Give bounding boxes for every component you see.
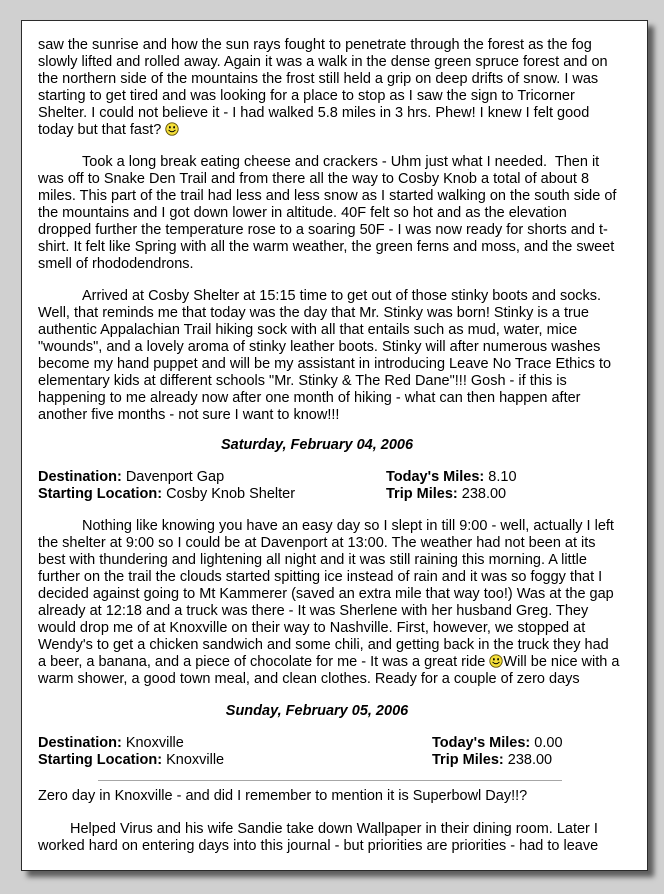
text-line: dropped further the temperature rose to a soaring 50F - I was now ready for shorts and t-: [38, 222, 608, 238]
text-line: the northern side of the mountains the frost still held a grip on deep drifts of snow. I was: [38, 71, 599, 87]
trip-miles-label: Trip Miles:: [432, 752, 504, 768]
todays-miles: [432, 735, 563, 752]
destination-label: Destination:: [38, 735, 122, 751]
todays-miles-label: Today's Miles:: [432, 735, 531, 751]
text-line: best with thundering and lightening all night and it was still raining this morning. A little: [38, 552, 587, 568]
journal-paragraph: [38, 288, 638, 424]
text-line: Took a long break eating cheese and crackers - Uhm just what I needed. Then it: [82, 154, 600, 170]
journal-page: [21, 20, 648, 871]
text-line: the shelter at 9:00 so I could be at Davenport at 13:00. The weather had not been at its: [38, 535, 596, 551]
text-line: Nothing like knowing you have an easy day so I slept in till 9:00 - well, actually I left: [82, 518, 614, 534]
details-row: [38, 486, 638, 503]
starting-location: [38, 752, 224, 768]
smiley-icon: [489, 654, 503, 668]
text-line: Helped Virus and his wife Sandie take down Wallpaper in their dining room. Later I: [70, 821, 598, 837]
destination: [38, 469, 224, 485]
details-row: [38, 752, 638, 769]
details-row: [38, 469, 638, 486]
text-line: another five months - not sure I want to know!!!: [38, 407, 340, 423]
text-line: warm shower, a good town meal, and clean clothes. Ready for a couple of zero days: [38, 671, 580, 687]
todays-miles-value: 8.10: [488, 469, 517, 485]
section-divider: [98, 780, 562, 781]
text-line: further on the trail the clouds started spitting ice instead of rain and it was so foggy that I: [38, 569, 603, 585]
text-line: shirt. It felt like Spring with all the warm weather, the green ferns and moss, and the sweet: [38, 239, 615, 255]
text-line: slowly lifted and rolled away. Again it was a walk in the dense green spruce forest and on: [38, 54, 608, 70]
text-line: "wounds", and a lovely aroma of stinky leather boots. Stinky will after numerous washes: [38, 339, 601, 355]
text-line: become my hand puppet and will be my assistant in introducing Leave No Trace Ethics to: [38, 356, 612, 372]
text-line: smell of rhododendrons.: [38, 256, 194, 272]
destination-value: Davenport Gap: [125, 469, 225, 485]
text-line: worked hard on entering days into this journal - but priorities are priorities - had to leave: [38, 838, 599, 854]
text-line: happening to me already now after one month of hiking - what can then happen after: [38, 390, 581, 406]
details-row: [38, 735, 638, 752]
text-segment: Will be nice with a: [503, 654, 620, 670]
todays-miles-value: 0.00: [534, 735, 563, 751]
trip-miles: [386, 486, 506, 503]
text-line: Well, that reminds me that today was the day that Mr. Stinky was born! Stinky is a true: [38, 305, 589, 321]
destination: [38, 735, 184, 751]
text-line: elementary kids at different schools "Mr. Stinky & The Red Dane"!!! Gosh - if this is: [38, 373, 567, 389]
text-line: Shelter. I could not believe it - I had walked 5.8 miles in 3 hrs. Phew! I knew I felt good: [38, 105, 590, 121]
page-content: [38, 37, 638, 855]
text-line: [38, 654, 638, 671]
journal-paragraph: [38, 154, 638, 273]
text-line: authentic Appalachian Trail hiking sock with all that entails such as mud, water, mice: [38, 322, 578, 338]
destination-value: Knoxville: [125, 735, 184, 751]
text-line: starting to get tired and was looking for a place to stop as I saw the sign to Tricorner: [38, 88, 575, 104]
text-line: would drop me of at Knoxville on their way to Nashville. First, however, we stopped at: [38, 620, 586, 636]
journal-paragraph: [38, 37, 638, 139]
starting-location: [38, 486, 295, 502]
journal-paragraph: [38, 821, 638, 855]
text-line: Arrived at Cosby Shelter at 15:15 time to get out of those stinky boots and socks.: [82, 288, 602, 304]
text-line: [38, 122, 638, 139]
text-line: Zero day in Knoxville - and did I remember to mention it is Superbowl Day!!?: [38, 788, 528, 804]
entry-date-heading: Sunday, February 05, 2006: [225, 703, 409, 719]
entry-details: [38, 735, 638, 769]
journal-paragraph: [38, 788, 638, 805]
trip-miles: [432, 752, 552, 769]
destination-label: Destination:: [38, 469, 122, 485]
trip-miles-value: 238.00: [461, 486, 507, 502]
starting-location-value: Cosby Knob Shelter: [166, 486, 296, 502]
text-line: already at 12:18 and a truck was there - It was Sherlene with her husband Greg. They: [38, 603, 589, 619]
text-line: miles. This part of the trail had less and less snow as I started walking on the south side of: [38, 188, 617, 204]
todays-miles-label: Today's Miles:: [386, 469, 485, 485]
text-segment: today but that fast?: [38, 122, 166, 138]
starting-location-label: Starting Location:: [38, 486, 163, 502]
text-line: was off to Snake Den Trail and from there all the way to Cosby Knob a total of about 8: [38, 171, 590, 187]
smiley-icon: [165, 122, 179, 136]
entry-details: [38, 469, 638, 503]
starting-location-value: Knoxville: [166, 752, 225, 768]
trip-miles-value: 238.00: [507, 752, 553, 768]
text-segment: a beer, a banana, and a piece of chocolate for me - It was a great ride: [38, 654, 490, 670]
text-line: saw the sunrise and how the sun rays fought to penetrate through the forest as the fog: [38, 37, 592, 53]
starting-location-label: Starting Location:: [38, 752, 163, 768]
journal-paragraph: [38, 518, 638, 688]
text-line: Wendy's to get a chicken sandwich and some chili, and getting back in the truck they had: [38, 637, 609, 653]
todays-miles: [386, 469, 517, 486]
trip-miles-label: Trip Miles:: [386, 486, 458, 502]
text-line: the mountains and I got down lower in altitude. 40F felt so hot and as the elevation: [38, 205, 567, 221]
entry-date-heading: Saturday, February 04, 2006: [220, 437, 414, 453]
text-line: decided against going to Mt Kammerer (saved an extra mile that way too!) Was at the gap: [38, 586, 614, 602]
